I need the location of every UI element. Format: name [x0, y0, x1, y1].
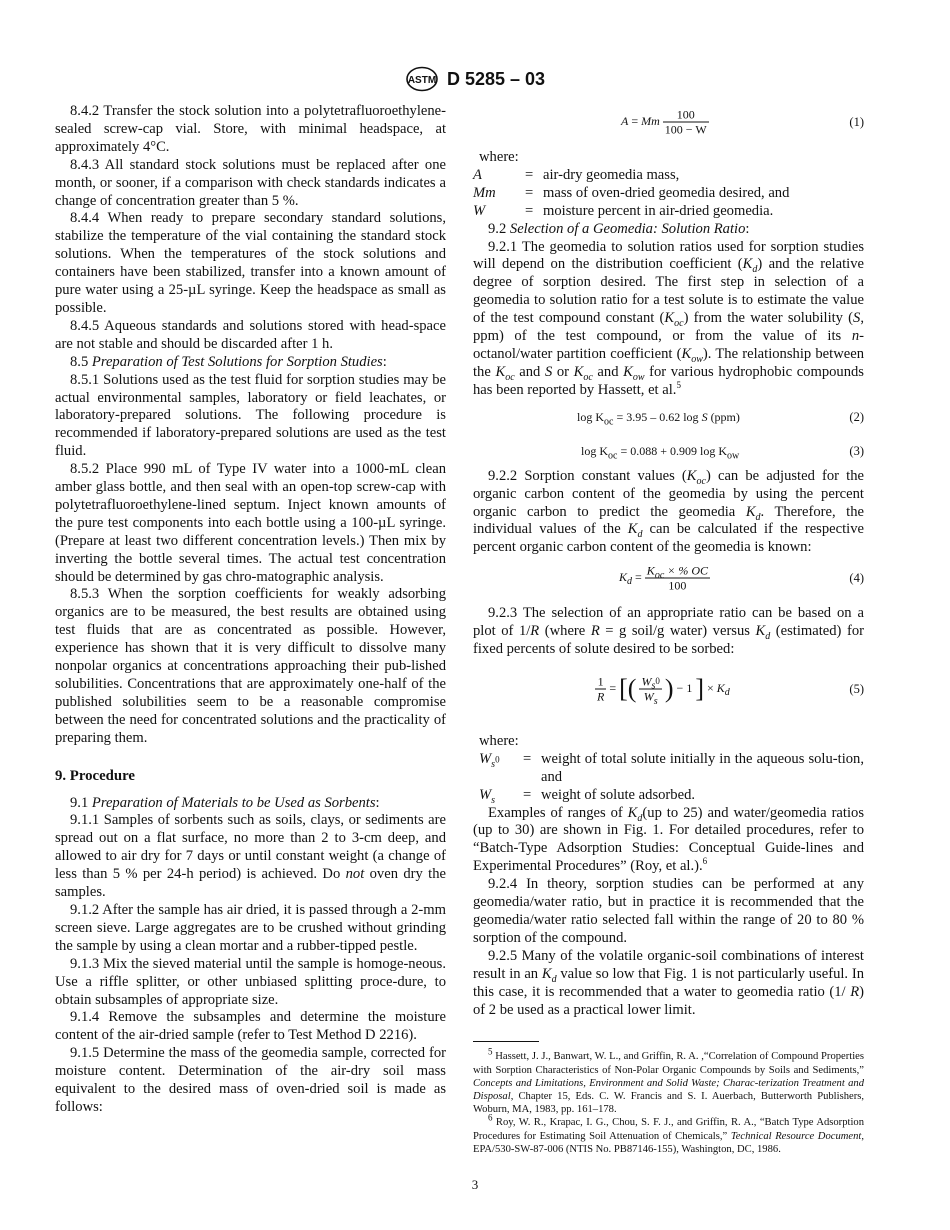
sym-w: W	[643, 689, 654, 704]
para-9-2-3	[473, 605, 864, 659]
sym-sub: oc	[674, 318, 684, 330]
para-8-4-5: 8.4.5 Aqueous standards and solutions stored with head-space are not stable and should be discarded after 1 h.	[55, 317, 446, 352]
fraction	[645, 564, 710, 593]
section-number: 9.2	[488, 220, 507, 237]
text-run: 9.2.1 The geomedia to solution ratios used for sorption studies will depend on the distribution coefficient (	[473, 238, 864, 273]
para-8-5: 8.5 Preparation of Test Solutions for Sorption Studies:	[70, 353, 387, 370]
eq-minus: − 1	[676, 680, 693, 695]
sym-r: R	[597, 689, 605, 704]
paren-open: (	[627, 673, 637, 703]
sym-k: K	[681, 345, 692, 362]
page-number: 3	[471, 1177, 479, 1192]
sym-sub: d	[627, 576, 633, 588]
sym-sub: s	[653, 695, 658, 707]
sym-sup: 0	[655, 676, 660, 687]
text-run: , Chapter 15, Eds. C. W. Francis and S. I. Auerbach, Butterworth Publishers, Woburn, MA, 1983, pp. 161–178.	[473, 1091, 864, 1116]
eq-times: ×	[707, 680, 714, 695]
where-label: where:	[479, 149, 519, 165]
text-run: Roy, W. R., Krapac, I. G., Chou, S. F. J., and Griffin, R. A., “Batch Type Adsorption Procedures for Estimating Soil Attenuation of Chemicals,”	[473, 1117, 864, 1142]
svg-text:ASTM: ASTM	[407, 75, 437, 86]
footnote-6	[473, 1112, 864, 1156]
text-run: Hassett, J. J., Banwart, W. L., and Griffin, R. A. ,“Correlation of Compound Properties with Sorption Characteristics of Non-Polar Organic Compounds by Soils and Sediments,”	[473, 1051, 864, 1076]
sym-sub: oc	[654, 570, 665, 582]
left-column	[55, 103, 446, 1117]
footnote-title: Concepts and Limitations, Environment and Solid Waste; Charac-terization Treatment and Disposal	[473, 1077, 864, 1103]
sym-sub: oc	[583, 371, 593, 383]
document-id: D 5285 – 03	[446, 68, 546, 89]
definition-row	[473, 751, 864, 787]
text-run: ) of 2 be used as a practical lower limit.	[473, 983, 864, 1018]
para-8-4-2: 8.4.2 Transfer the stock solution into a polytetrafluoroethylene-sealed screw-cap vial. Store, with minimal headspace, at approximately 4°C.	[55, 103, 446, 155]
footnote-ref: 5	[676, 379, 681, 390]
footnote-number: 5	[488, 1046, 493, 1057]
equation-1	[473, 103, 864, 141]
text-run: -octanol/water partition coefficient (	[473, 328, 864, 362]
sym-sub: s	[491, 794, 496, 806]
sym-sub: oc	[696, 475, 706, 487]
def-desc: weight of total solute initially in the aqueous solu-tion, and	[541, 750, 864, 785]
def-desc: air-dry geomedia mass,	[543, 166, 680, 183]
def-eq: =	[525, 166, 534, 183]
equation-label: (5)	[849, 681, 864, 696]
sym-k: K	[627, 521, 638, 538]
fraction	[663, 108, 709, 137]
sym-w: W	[479, 786, 492, 803]
denominator	[595, 688, 606, 703]
section-title: Preparation of Test Solutions for Sorption Studies	[91, 353, 383, 370]
sym-sub: d	[724, 687, 730, 699]
numerator: 1	[597, 674, 604, 689]
para-examples	[473, 805, 864, 877]
sym-k: K	[627, 804, 638, 821]
text-run: and	[592, 363, 624, 380]
sym-w: W	[641, 674, 652, 689]
text-run: Examples of ranges of	[488, 804, 628, 821]
sym-sub: d	[637, 812, 643, 824]
sym-n: n	[851, 328, 860, 345]
equation-label: (1)	[849, 115, 864, 129]
page-header	[0, 66, 950, 92]
para-9-1-5: 9.1.5 Determine the mass of the geomedia sample, corrected for moisture content. Determination of the air-dry soil mass equivalent to the desired mass of oven-dried soil is made as follows:	[55, 1045, 446, 1115]
text-run: and	[514, 363, 545, 380]
footnote-ref: 6	[702, 856, 708, 867]
sym-k: K	[623, 363, 633, 380]
footnote-title: Technical Resource Document	[730, 1130, 862, 1142]
def-eq: =	[523, 786, 532, 803]
text-run: for various hydrophobic compounds has been reported by Hassett, et al.	[473, 363, 864, 398]
sym-r: R	[530, 623, 540, 640]
denominator: 100	[645, 578, 710, 593]
sym-sub: ow	[632, 371, 645, 383]
definition-row	[473, 185, 789, 203]
text-run: (up to 25) and water/geomedia ratios (up to 30) are shown in Fig. 1. For detailed procedures, refer to “Batch-Type Adsorption Studies: Conceptual Guide-lines and Experimental Procedures” (Roy, et al.).	[473, 804, 864, 875]
para-9-1-4: 9.1.4 Remove the subsamples and determine the moisture content of the air-dried sample (refer to Test Method D 2216).	[55, 1009, 446, 1044]
section-heading-procedure: 9. Procedure	[55, 767, 135, 784]
para-9-1-1	[55, 812, 446, 902]
para-9-2-1	[473, 239, 864, 400]
sym-k: K	[541, 965, 552, 982]
emphasis: not	[345, 866, 365, 883]
equation-4: $K_d$ = $\frac{K_{oc} \times \% OC}{100}$ (4)	[619, 563, 864, 593]
text-run: , ppm) of the test compound, or from the value of its	[473, 310, 864, 345]
para-9-2-5	[473, 948, 864, 1020]
sym-k: K	[646, 563, 655, 578]
sym-sub: d	[765, 631, 771, 643]
text-run: value so low that Fig. 1 is not particularly useful. In this case, it is recommended that a water to geomedia ratio (1/	[473, 965, 864, 1000]
sym-k: K	[619, 569, 628, 584]
sym-sub: ow	[691, 353, 703, 365]
where-label: where:	[479, 732, 519, 749]
sym-k: K	[664, 310, 675, 327]
text-run: 9.2.3 The selection of an appropriate ratio can be based on a plot of 1/	[473, 605, 864, 640]
sym-k: K	[686, 467, 697, 484]
para-8-4-4: 8.4.4 When ready to prepare secondary standard solutions, stabilize the temperature of the vial containing the standard stock solutions. When the temperatures of the stock solutions and containers have been stabilized, transfer into a known amount of pure water using a 25-µL syringe. Keep the headspace as small as possible.	[55, 210, 446, 316]
def-eq: =	[525, 184, 534, 201]
eq-symbol: A	[621, 113, 629, 128]
equation-label: (3)	[849, 443, 864, 458]
para-9-2-4: 9.2.4 In theory, sorption studies can be performed at any geomedia/water ratio, but in practice it is recommended that the geomedia/water ratio selected fall within the range of 20 to 80 % sorption of the compound.	[473, 876, 864, 946]
text-run: ) from the water solubility (	[683, 310, 854, 327]
equation-5: $\frac{1}{R}$ = [( $\frac{W_{s^0}}{W_s}$ ) − 1 ] × $K_d$ (5)	[597, 673, 864, 707]
def-eq: =	[523, 750, 532, 767]
sym-k: K	[573, 363, 584, 380]
numerator-text: × % OC	[667, 563, 709, 578]
text-run: oven dry the samples.	[55, 866, 446, 901]
astm-logo-icon	[405, 66, 439, 92]
eq-symbol: Mm	[641, 113, 660, 128]
equation-body: $\log K_{oc} = 0.088 + 0.909$ $\log K_{ow}$	[581, 443, 740, 462]
para-9-1: 9.1 Preparation of Materials to be Used as Sorbents:	[70, 794, 380, 811]
para-9-2-2	[473, 468, 864, 558]
text-run: 9.2.2 Sorption constant values (	[488, 467, 687, 484]
definition-row	[473, 203, 789, 221]
def-desc: moisture percent in air-dried geomedia.	[543, 202, 774, 219]
text-run: 9.1.1 Samples of sorbents such as soils, clays, or sediments are spread out on a flat surface, no more than 2 to 3-cm deep, and allowed to air dry for 7 days or until constant weight (a change of less than 5 % per 24-h period) is achieved. Do	[55, 812, 446, 883]
fraction	[595, 674, 606, 703]
section-number: 8.5	[70, 353, 89, 370]
sym-k: K	[742, 256, 753, 273]
definition-row	[473, 167, 789, 185]
section-title: Selection of a Geomedia: Solution Ratio	[509, 220, 746, 237]
sym-sub: d	[752, 264, 758, 276]
sym-sub: d	[637, 529, 643, 541]
footnote-divider	[473, 1041, 539, 1042]
sym-k: K	[755, 623, 766, 640]
numerator: 100	[676, 107, 695, 122]
text-run: = g soil/g water) versus	[599, 623, 756, 640]
def-symbol: W	[473, 202, 486, 219]
para-8-5-2: 8.5.2 Place 990 mL of Type IV water into a 1000-mL clean amber glass bottle, and then seal with an open-top screw-cap with polytetrafluoroethylene-lined septum. Inject known amounts of the pure test components into each bottle using a 100-µL syringe. (Prepare at least two different concentration levels.) Then mix by inverting the bottle several times. The actual test concentration should be determined by gas chro-matographic analysis.	[55, 461, 446, 585]
para-9-2: 9.2 Selection of a Geomedia: Solution Ratio:	[488, 220, 750, 237]
def-desc: mass of oven-dried geomedia desired, and	[543, 184, 790, 201]
sym-sub: d	[551, 973, 557, 985]
text-run: or	[552, 363, 574, 380]
definition-row	[473, 787, 864, 805]
sym-sub: d	[755, 511, 761, 523]
equation-body: $\log K_{oc} = 3.95 - 0.62$ log S (ppm)	[577, 409, 740, 428]
text-run: ) can be adjusted for the organic carbon content of the geomedia by using the percent organic carbon to predict the geomedia	[473, 467, 864, 520]
sym-sub: oc	[505, 371, 515, 383]
def-symbol: Mm	[473, 184, 496, 201]
paren-close: )	[664, 673, 674, 703]
denominator: 100 − W	[664, 122, 707, 137]
footnote-5	[473, 1046, 864, 1116]
para-8-5-3: 8.5.3 When the sorption coefficients for weakly adsorbing organics are to be measured, the best results are obtained using test fluids that are as concentrated as possible. However, experience has shown that it is very difficult to dissolve many nonpolar organics at concentrations approaching their pub-lished solubilities. Concentrations that are approximately one-half of the published solubilities seem to be a reasonable compromise between the need for concentrated solutions and the practicality of preparing them.	[55, 586, 446, 746]
text-run: , EPA/530-SW-87-006 (NTIS No. PB87146-155), Washington, DC, 1986.	[473, 1130, 864, 1155]
numerator	[639, 674, 661, 692]
sym-k: K	[495, 363, 506, 380]
definitions-list	[473, 167, 789, 221]
section-title: Preparation of Materials to be Used as Sorbents	[91, 794, 376, 811]
sym-sup: 0	[495, 754, 500, 765]
equation-3	[473, 434, 864, 468]
sym-w: W	[479, 750, 492, 767]
definitions-list	[473, 751, 864, 805]
text-run: ). The relationship between the	[473, 345, 864, 380]
para-8-4-3: 8.4.3 All standard stock solutions must be replaced after one month, or sooner, if a comparison with check standards indicates a change of concentration greater than 5 %.	[55, 156, 446, 209]
para-9-1-3: 9.1.3 Mix the sieved material until the sample is homoge-neous. Use a riffle splitter, or other unbiased splitting proce-dure, to obtain subsamples of appropriate size.	[55, 955, 446, 1008]
equation-label: (2)	[849, 409, 864, 424]
def-symbol: A	[473, 166, 482, 183]
text-run: (where	[539, 623, 591, 640]
footnote-number: 6	[488, 1112, 493, 1123]
text-run: can be calculated if the respective percent organic carbon content of the geomedia is known:	[473, 521, 864, 556]
def-desc: weight of solute adsorbed.	[541, 786, 696, 803]
equation-2	[473, 400, 864, 434]
para-8-5-1: 8.5.1 Solutions used as the test fluid for sorption studies may be actual environmental samples, laboratory or field leachates, or laboratory-prepared solutions. The following procedure is recommended if laboratory-prepared solutions are used as the test fluid.	[55, 371, 446, 460]
sym-r: R	[590, 623, 600, 640]
text-run: 9.2.5 Many of the volatile organic-soil combinations of interest result in an	[473, 947, 864, 982]
bracket-close: ]	[695, 673, 704, 703]
section-number: 9.1	[70, 794, 89, 811]
bracket-open: [	[619, 673, 628, 703]
eq-sign: =	[631, 113, 639, 128]
para-9-1-2: 9.1.2 After the sample has air dried, it is passed through a 2-mm screen sieve. Large aggregates are to be crushed without grinding the sample by using a clean mortar and a rubber-tipped pestle.	[55, 901, 446, 954]
def-eq: =	[525, 202, 534, 219]
sym-sub: s	[651, 680, 656, 692]
sym-sub: s	[491, 758, 496, 770]
sym-k: K	[745, 503, 756, 520]
text-run: (estimated) for fixed percents of solute desired to be sorbed:	[473, 623, 864, 658]
text-run: ) and the relative degree of sorption desired. The first step in selection of a geomedia to solution ratio for a test solute is to estimate the value of the test compound constant (	[473, 256, 864, 327]
sym-s: S	[853, 310, 861, 327]
fraction	[639, 674, 661, 707]
sym-s: S	[544, 363, 553, 380]
numerator	[645, 563, 710, 582]
right-column	[473, 103, 864, 1156]
sym-r: R	[850, 983, 860, 1000]
sym-k: K	[716, 680, 725, 695]
equation-label: (4)	[849, 571, 864, 586]
text-run: . Therefore, the individual values of the	[473, 503, 864, 538]
